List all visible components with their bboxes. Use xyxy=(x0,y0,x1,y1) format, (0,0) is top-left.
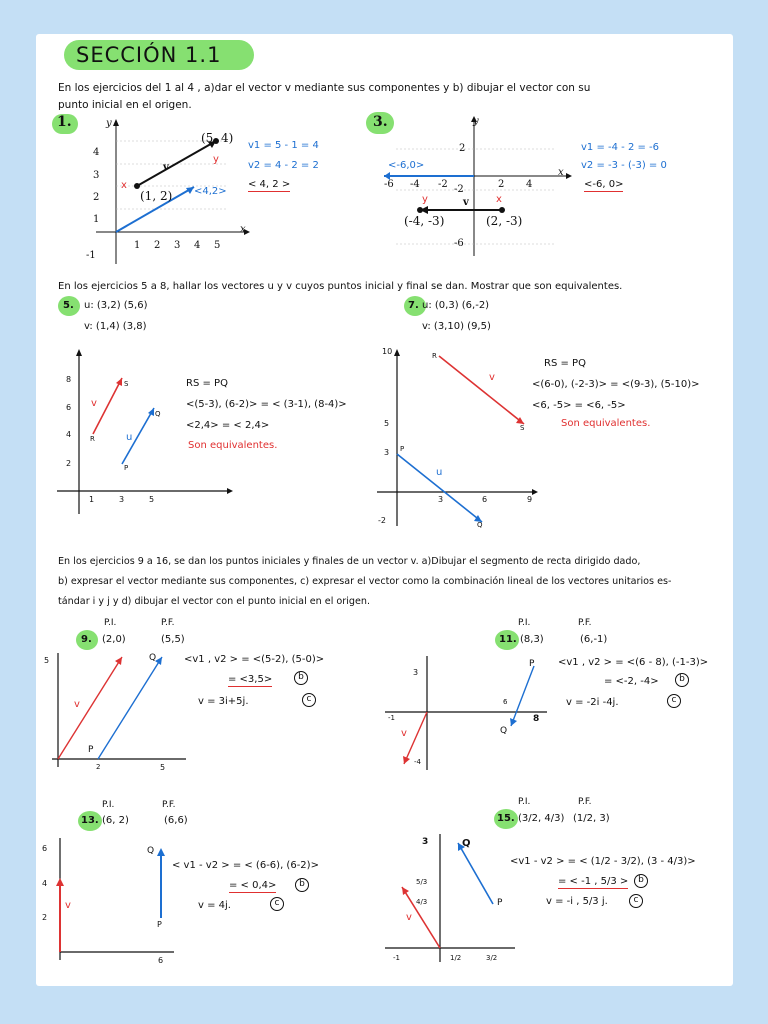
ex1-vector-v xyxy=(137,141,216,186)
ex13-pi-label: P.I. xyxy=(102,800,115,810)
ex13-mark-b: b xyxy=(295,878,309,892)
ex3-number: 3. xyxy=(373,114,388,130)
ex15-number: 15. xyxy=(497,813,515,824)
ex11-pi: (8,3) xyxy=(520,634,544,645)
ex11-line-1: <v1 , v2 > = <(6 - 8), (-1-3)> xyxy=(558,657,709,668)
ex5-graph xyxy=(51,346,236,521)
ex11-label-p: P xyxy=(529,659,535,669)
ex11-line-2: = <-2, -4> xyxy=(604,676,659,687)
ex5-eq-1: RS = PQ xyxy=(186,378,228,389)
ex9-line-2: = <3,5> xyxy=(228,674,273,685)
ex15-line-3: v = -i , 5/3 j. xyxy=(546,896,608,907)
ex9-label-q: Q xyxy=(149,653,157,663)
ex11-xtick-6: 6 xyxy=(503,698,508,706)
ex11-mark-c: c xyxy=(667,694,681,708)
ex11-xtick-8: 8 xyxy=(533,714,540,724)
ex13-ytick-6: 6 xyxy=(42,844,48,853)
ex5-xtick-5: 5 xyxy=(149,495,155,504)
ex15-mark-c: c xyxy=(629,894,643,908)
ex3-line-1: v1 = -4 - 2 = -6 xyxy=(581,142,660,153)
ex5-xtick-1: 1 xyxy=(89,495,95,504)
ex7-v: v: (3,10) (9,5) xyxy=(422,321,491,332)
ex9-xtick-2: 2 xyxy=(96,763,101,771)
ex5-xtick-3: 3 xyxy=(119,495,125,504)
ex15-pi: (3/2, 4/3) xyxy=(518,813,565,824)
ex13-label-v: v xyxy=(65,900,71,911)
ex7-number: 7. xyxy=(408,300,419,311)
ex1-origin-vec-label: <4,2> xyxy=(194,186,227,197)
ex13-line-2: = < 0,4> xyxy=(229,880,277,891)
ex11-number: 11. xyxy=(499,634,517,645)
ex13-label-q: Q xyxy=(147,846,155,856)
ex9-pf-label: P.F. xyxy=(161,618,175,628)
ex15-line-2: = < -1 , 5/3 > xyxy=(558,876,629,887)
ex5-vector-v xyxy=(93,378,122,434)
ex5-label-v: v xyxy=(91,398,97,409)
ex13-line-1: < v1 - v2 > = < (6-6), (6-2)> xyxy=(172,860,319,871)
ex1-axis-x: x xyxy=(240,224,246,235)
ex5-ytick-6: 6 xyxy=(66,403,72,412)
ex13-label-p: P xyxy=(157,920,162,929)
ex3-xtick-neg6: -6 xyxy=(384,179,394,190)
ex11-pf-label: P.F. xyxy=(578,618,592,628)
ex3-xtick-neg4: -4 xyxy=(410,179,420,190)
ex5-label-s: S xyxy=(124,380,129,388)
ex13-vector-pq xyxy=(156,846,166,922)
ex9-xtick-5: 5 xyxy=(160,763,166,772)
ex5-ytick-2: 2 xyxy=(66,459,72,468)
ex15-pi-label: P.I. xyxy=(518,797,531,807)
ex9-origin-vector xyxy=(58,657,122,759)
ex1-ytick-3: 3 xyxy=(93,170,100,181)
ex3-axis-y: y xyxy=(473,116,479,127)
ex5-label-p: P xyxy=(124,464,129,472)
ex15-label-v: v xyxy=(406,912,412,923)
ex3-mark-x: x xyxy=(496,194,502,205)
ex7-xtick-3: 3 xyxy=(438,495,444,504)
ex5-ytick-8: 8 xyxy=(66,375,72,384)
ex9-mark-c: c xyxy=(302,693,316,707)
ex7-graph xyxy=(371,346,541,531)
section2-text: En los ejercicios 5 a 8, hallar los vectores u y v cuyos puntos inicial y final se dan. Mostrar que son equivalentes. xyxy=(58,281,623,292)
ex3-ytick-2: 2 xyxy=(459,143,466,154)
ex15-pf-label: P.F. xyxy=(578,797,592,807)
ex15-xtick-3-2: 3/2 xyxy=(486,954,498,962)
ex1-mark-y: y xyxy=(213,154,219,165)
ex9-label-v: v xyxy=(74,699,80,710)
ex5-ytick-4: 4 xyxy=(66,430,72,439)
ex13-ytick-2: 2 xyxy=(42,913,48,922)
ex5-eq-3: <2,4> = < 2,4> xyxy=(186,420,270,431)
ex15-ytick-4-3: 4/3 xyxy=(416,898,428,906)
ex9-line-3: v = 3i+5j. xyxy=(198,696,249,707)
ex11-ytick-3: 3 xyxy=(413,668,419,677)
ex1-vec-label: v xyxy=(163,162,169,173)
ex11-graph xyxy=(381,652,551,772)
ex1-xtick-5: 5 xyxy=(214,240,221,251)
ex11-origin-vector xyxy=(404,712,427,764)
ex1-ytick-neg1: -1 xyxy=(86,250,96,261)
ex15-ytick-5-3: 5/3 xyxy=(416,878,428,886)
ex15-vector-pq xyxy=(458,843,493,904)
ex3-mark-y: y xyxy=(422,194,428,205)
ex3-point-end: (2, -3) xyxy=(486,214,523,228)
ex7-xtick-9: 9 xyxy=(527,495,533,504)
section3-line-3: tándar i y j y d) dibujar el vector con el punto inicial en el origen. xyxy=(58,596,371,607)
ex3-ytick-neg2: -2 xyxy=(454,184,464,195)
ex1-result: < 4, 2 > xyxy=(248,179,291,190)
ex7-ytick-neg2: -2 xyxy=(378,516,386,525)
ex5-eq-2: <(5-3), (6-2)> = < (3-1), (8-4)> xyxy=(186,399,347,410)
worksheet-page xyxy=(36,34,733,986)
ex11-label-v: v xyxy=(401,728,407,739)
ex5-u: u: (3,2) (5,6) xyxy=(84,300,148,311)
ex13-xtick-6: 6 xyxy=(158,956,164,965)
ex13-pf: (6,6) xyxy=(164,815,188,826)
page-title: SECCIÓN 1.1 xyxy=(76,43,222,67)
ex11-vector-pq xyxy=(511,666,534,726)
ex7-eq-1: RS = PQ xyxy=(544,358,586,369)
ex9-vector-pq xyxy=(98,657,162,759)
ex3-result: <-6, 0> xyxy=(584,179,624,190)
ex7-ytick-5: 5 xyxy=(384,419,390,428)
ex7-ytick-10: 10 xyxy=(382,347,393,356)
ex1-ytick-2: 2 xyxy=(93,192,100,203)
ex7-xtick-6: 6 xyxy=(482,495,488,504)
ex11-xtick-neg1: -1 xyxy=(388,714,395,722)
ex9-pi: (2,0) xyxy=(102,634,126,645)
ex1-line-2: v2 = 4 - 2 = 2 xyxy=(248,160,319,171)
ex15-ytick-3: 3 xyxy=(422,837,429,847)
ex7-eq-3: <6, -5> = <6, -5> xyxy=(532,400,626,411)
section3-line-2: b) expresar el vector mediante sus componentes, c) expresar el vector como la combinación lineal de los vectores unitarios es- xyxy=(58,576,672,587)
ex7-label-p: P xyxy=(400,445,405,453)
section3-line-1: En los ejercicios 9 a 16, se dan los puntos iniciales y finales de un vector v. a)Dibujar el segmento de recta dirigido dado, xyxy=(58,556,641,567)
ex5-label-u: u xyxy=(126,432,133,443)
ex3-xtick-neg2: -2 xyxy=(438,179,448,190)
ex7-label-q: Q xyxy=(477,521,483,529)
ex9-line-1: <v1 , v2 > = <(5-2), (5-0)> xyxy=(184,654,325,665)
ex7-eq-2: <(6-0), (-2-3)> = <(9-3), (5-10)> xyxy=(532,379,700,390)
ex15-label-p: P xyxy=(497,898,503,908)
ex15-label-q: Q xyxy=(462,838,471,849)
ex3-xtick-4: 4 xyxy=(526,179,533,190)
ex1-number: 1. xyxy=(57,114,72,130)
ex5-number: 5. xyxy=(63,300,74,311)
ex1-ytick-4: 4 xyxy=(93,147,100,158)
ex9-label-p: P xyxy=(88,745,94,755)
ex1-xtick-1: 1 xyxy=(134,240,141,251)
ex7-u: u: (0,3) (6,-2) xyxy=(422,300,490,311)
ex1-point-start: (1, 2) xyxy=(140,189,173,203)
ex11-pi-label: P.I. xyxy=(518,618,531,628)
ex7-label-v: v xyxy=(489,372,495,383)
ex1-xtick-2: 2 xyxy=(154,240,161,251)
ex13-pf-label: P.F. xyxy=(162,800,176,810)
ex11-ytick-neg4: -4 xyxy=(414,758,421,766)
ex5-label-q: Q xyxy=(155,410,161,418)
ex1-mark-x: x xyxy=(121,180,127,191)
ex5-v: v: (1,4) (3,8) xyxy=(84,321,147,332)
ex7-label-s: S xyxy=(520,424,525,432)
ex11-label-q: Q xyxy=(500,726,508,736)
ex15-pf: (1/2, 3) xyxy=(573,813,610,824)
ex13-ytick-4: 4 xyxy=(42,879,48,888)
ex3-point-start: (-4, -3) xyxy=(404,214,445,228)
ex11-mark-b: b xyxy=(675,673,689,687)
ex13-line-3: v = 4j. xyxy=(198,900,231,911)
ex9-mark-b: b xyxy=(294,671,308,685)
ex3-line-2: v2 = -3 - (-3) = 0 xyxy=(581,160,667,171)
ex9-number: 9. xyxy=(81,634,92,645)
ex1-point-end: (5, 4) xyxy=(201,131,234,145)
intro-line-1: En los ejercicios del 1 al 4 , a)dar el vector v mediante sus componentes y b) dibujar el vector con su xyxy=(58,82,591,94)
ex13-mark-c: c xyxy=(270,897,284,911)
ex3-vec-label: v xyxy=(463,197,469,208)
ex7-ytick-3: 3 xyxy=(384,448,390,457)
ex7-label-u: u xyxy=(436,467,443,478)
ex13-pi: (6, 2) xyxy=(102,815,129,826)
ex5-conclusion: Son equivalentes. xyxy=(188,440,278,451)
ex1-line-1: v1 = 5 - 1 = 4 xyxy=(248,140,319,151)
ex9-pf: (5,5) xyxy=(161,634,185,645)
ex9-graph xyxy=(46,649,191,774)
ex15-xtick-neg1: -1 xyxy=(393,954,400,962)
ex3-origin-vec-label: <-6,0> xyxy=(388,160,425,171)
ex1-xtick-4: 4 xyxy=(194,240,201,251)
ex1-axis-y: y xyxy=(106,118,112,129)
ex7-vector-u xyxy=(397,454,482,522)
ex11-line-3: v = -2i -4j. xyxy=(566,697,619,708)
ex3-xtick-2: 2 xyxy=(498,179,505,190)
ex3-graph xyxy=(376,114,576,259)
ex9-pi-label: P.I. xyxy=(104,618,117,628)
ex13-number: 13. xyxy=(81,815,99,826)
ex9-ytick-5: 5 xyxy=(44,656,50,665)
ex7-vector-v xyxy=(439,356,524,424)
ex5-label-r: R xyxy=(90,435,95,443)
ex7-label-r: R xyxy=(432,352,437,360)
ex3-axis-x: x xyxy=(558,167,564,178)
ex11-pf: (6,-1) xyxy=(580,634,608,645)
ex15-xtick-1-2: 1/2 xyxy=(450,954,462,962)
ex15-mark-b: b xyxy=(634,874,648,888)
ex15-line-1: <v1 - v2 > = < (1/2 - 3/2), (3 - 4/3)> xyxy=(510,856,696,867)
ex7-conclusion: Son equivalentes. xyxy=(561,418,651,429)
ex1-ytick-1: 1 xyxy=(93,214,100,225)
ex1-xtick-3: 3 xyxy=(174,240,181,251)
intro-line-2: punto inicial en el origen. xyxy=(58,99,192,111)
ex3-ytick-neg6: -6 xyxy=(454,238,464,249)
